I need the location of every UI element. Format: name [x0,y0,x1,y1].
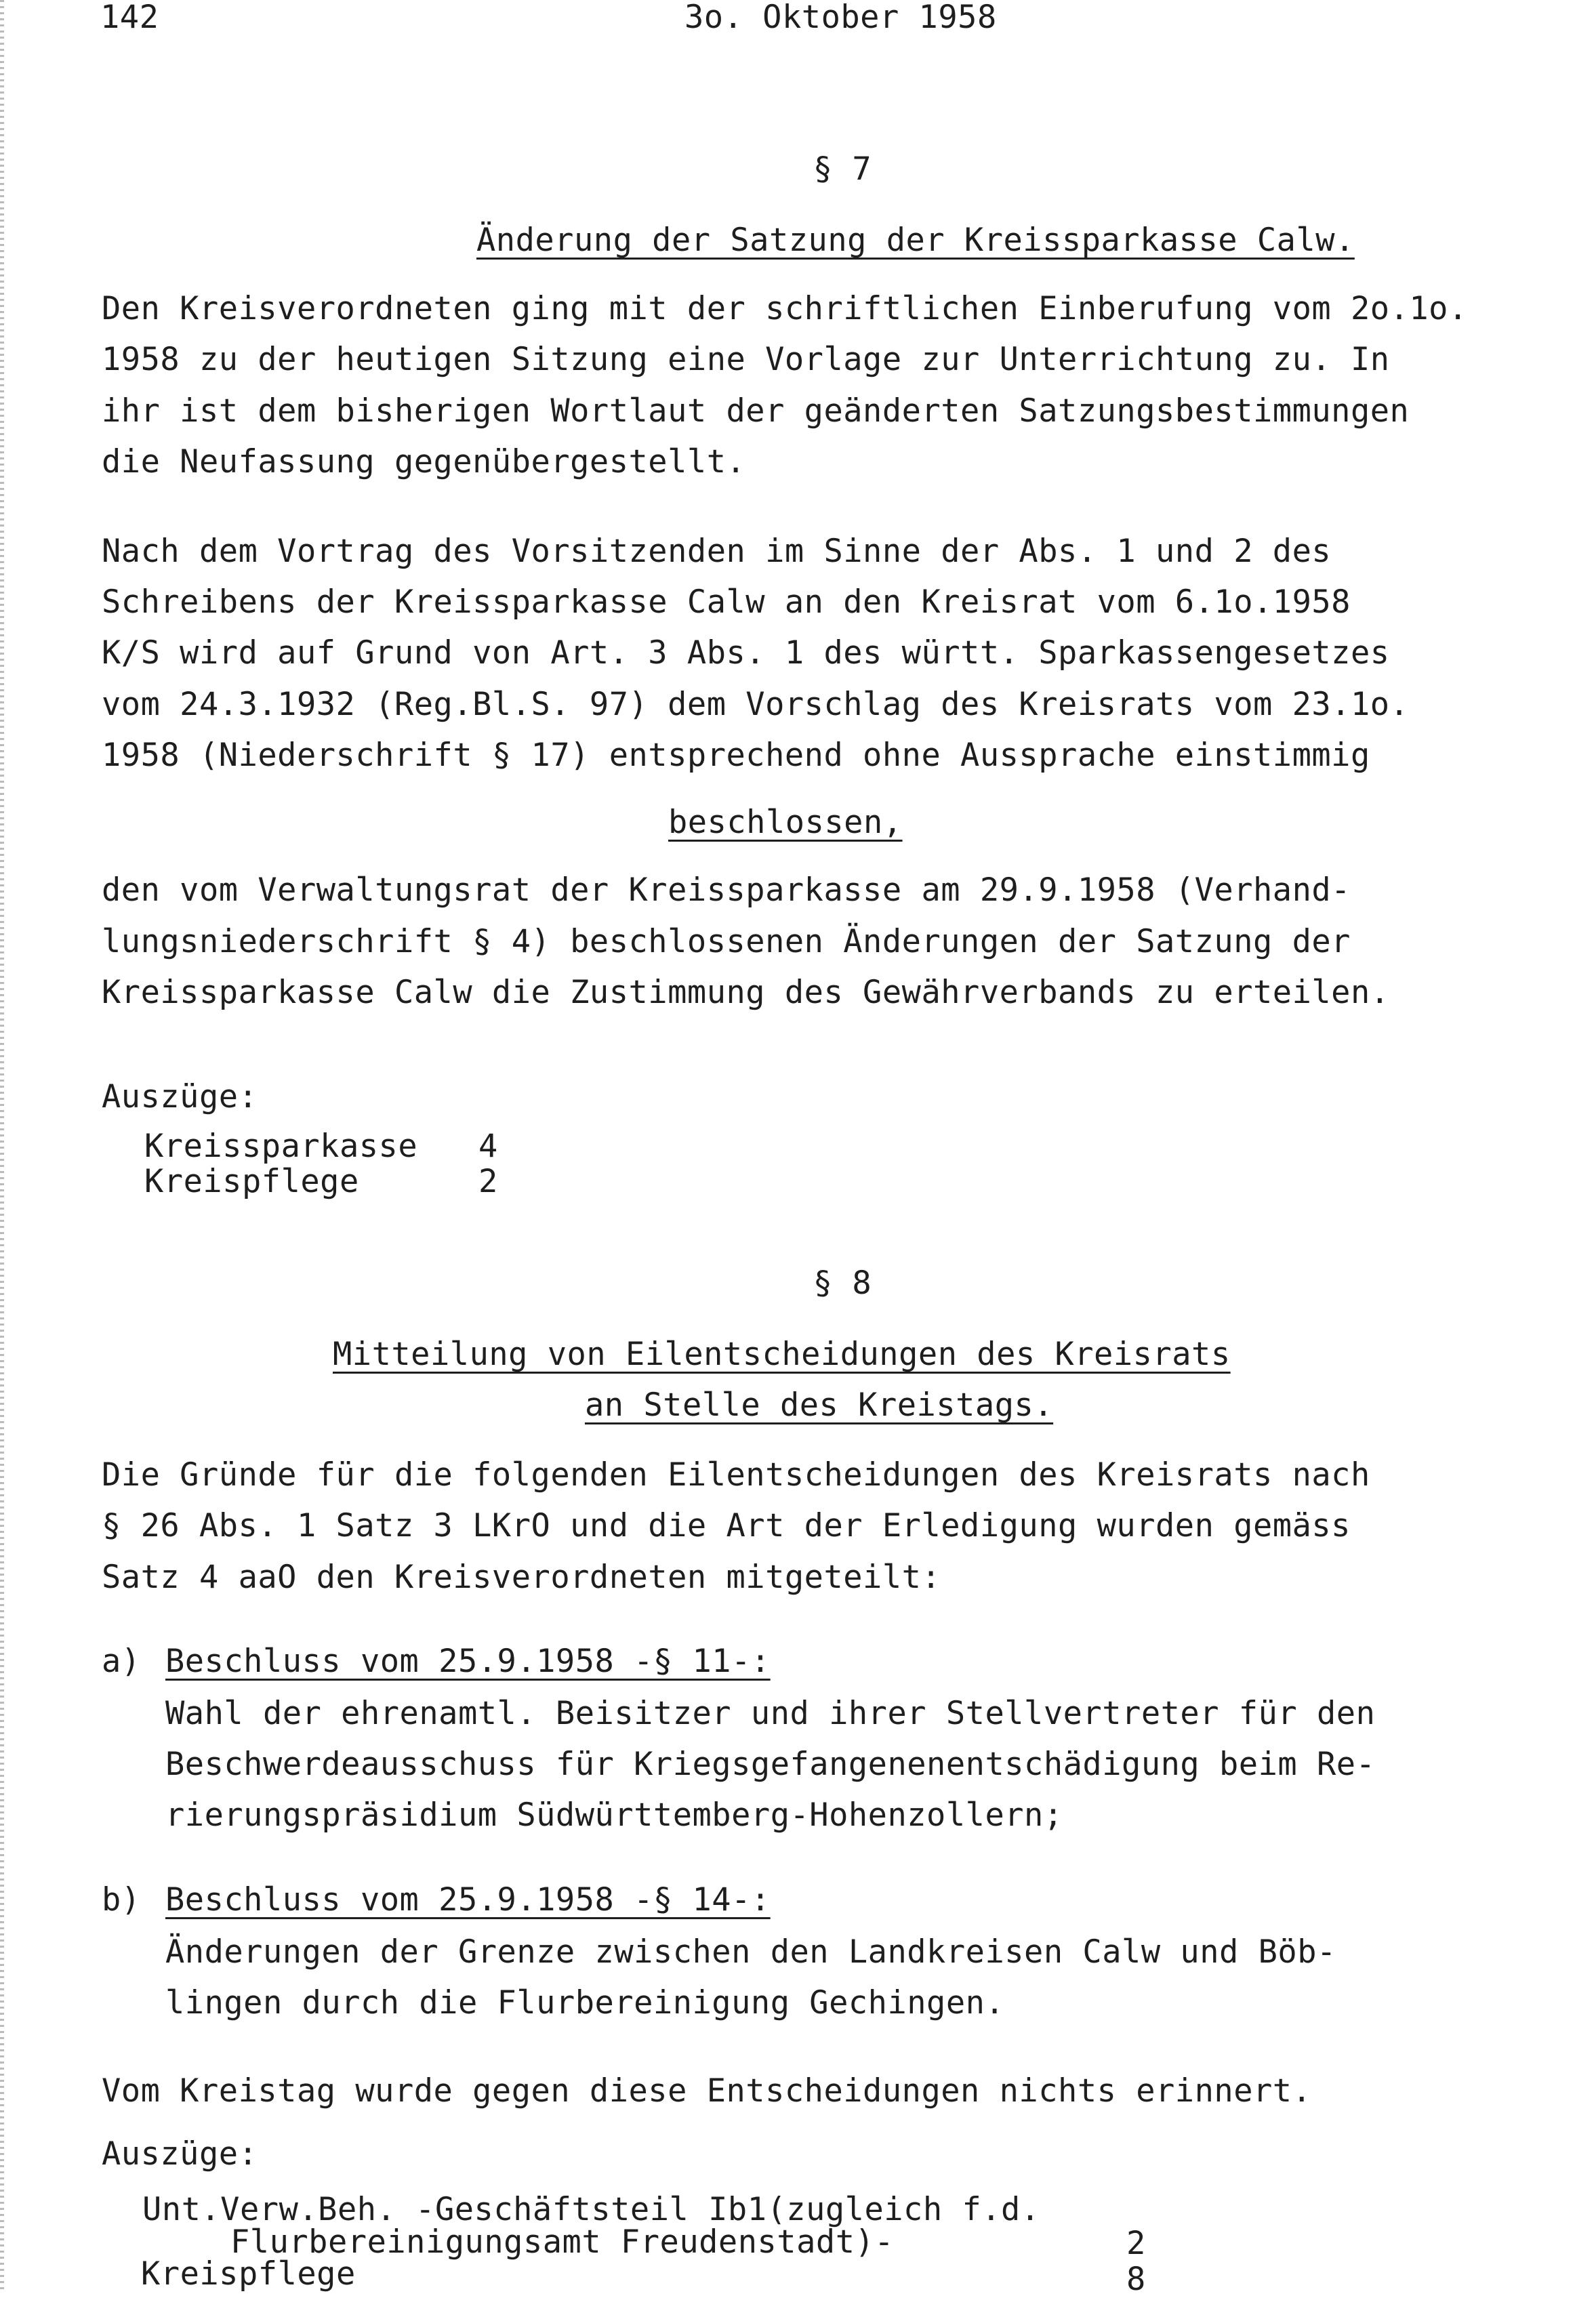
item-heading: Beschluss vom 25.9.1958 -§ 11-: [165,1643,771,1680]
text-line: Die Gründe für die folgenden Eilentscheidungen des Kreisrats nach [102,1456,1370,1494]
extract-count: 2 [1126,2225,1146,2262]
text-line: vom 24.3.1932 (Reg.Bl.S. 97) dem Vorschlag des Kreisrats vom 23.1o. [102,686,1410,723]
extract-count: 2 [478,1163,498,1200]
section-7-title: Änderung der Satzung der Kreissparkasse Calw. [476,222,1355,259]
text-line: den vom Verwaltungsrat der Kreissparkasse am 29.9.1958 (Verhand- [102,871,1351,909]
resolution-word: beschlossen, [668,804,903,841]
text-line: Änderungen der Grenze zwischen den Landkreisen Calw und Böb- [165,1933,1336,1971]
section-8-closing: Vom Kreistag wurde gegen diese Entscheidungen nichts erinnert. [102,2072,1312,2110]
text-line: Kreissparkasse Calw die Zustimmung des Gewährverbands zu erteilen. [102,974,1390,1011]
section-7-number: § 7 [813,150,872,188]
text-line: Nach dem Vortrag des Vorsitzenden im Sinne der Abs. 1 und 2 des [102,533,1332,570]
text-line: die Neufassung gegenübergestellt. [102,443,746,480]
section-8-title-line-2: an Stelle des Kreistags. [585,1387,1054,1424]
extract-count: 4 [478,1128,498,1165]
item-label: a) [102,1643,141,1680]
text-line: Den Kreisverordneten ging mit der schriftlichen Einberufung vom 2o.1o. [102,290,1468,327]
extract-recipient-continued: Flurbereinigungsamt Freudenstadt)- [230,2223,895,2261]
text-line: Satz 4 aaO den Kreisverordneten mitgeteilt: [102,1559,941,1596]
text-line: § 26 Abs. 1 Satz 3 LKrO und die Art der Erledigung wurden gemäss [102,1507,1351,1544]
extract-recipient: Kreispflege [144,1163,359,1200]
text-line: lungsniederschrift § 4) beschlossenen Änderungen der Satzung der [102,923,1351,960]
extract-recipient: Unt.Verw.Beh. -Geschäftsteil Ib1(zugleich f.d. [142,2191,1040,2228]
text-line: ihr ist dem bisherigen Wortlaut der geänderten Satzungsbestimmungen [102,392,1410,430]
page-number: 142 [100,0,159,36]
item-heading: Beschluss vom 25.9.1958 -§ 14-: [165,1881,771,1919]
text-line: K/S wird auf Grund von Art. 3 Abs. 1 des württ. Sparkassengesetzes [102,634,1390,672]
section-8-extracts-label: Auszüge: [102,2135,258,2173]
extract-recipient: Kreispflege [141,2255,356,2293]
text-line: rierungspräsidium Südwürttemberg-Hohenzollern; [165,1797,1063,1834]
section-7-extracts-label: Auszüge: [102,1078,258,1115]
item-label: b) [102,1881,141,1919]
section-8-title-line-1: Mitteilung von Eilentscheidungen des Kreisrats [333,1336,1231,1373]
text-line: 1958 zu der heutigen Sitzung eine Vorlage zur Unterrichtung zu. In [102,341,1390,378]
scan-edge-marks [0,0,4,2293]
text-line: Schreibens der Kreissparkasse Calw an den Kreisrat vom 6.1o.1958 [102,583,1351,621]
text-line: 1958 (Niederschrift § 17) entsprechend ohne Aussprache einstimmig [102,737,1370,774]
extract-recipient: Kreissparkasse [144,1128,418,1165]
text-line: lingen durch die Flurbereinigung Gechingen. [165,1984,1005,2022]
extract-count: 8 [1126,2261,1146,2298]
section-8-number: § 8 [813,1265,872,1302]
text-line: Beschwerdeausschuss für Kriegsgefangenenentschädigung beim Re- [165,1746,1376,1783]
document-date: 3o. Oktober 1958 [684,0,997,36]
text-line: Wahl der ehrenamtl. Beisitzer und ihrer Stellvertreter für den [165,1695,1376,1732]
